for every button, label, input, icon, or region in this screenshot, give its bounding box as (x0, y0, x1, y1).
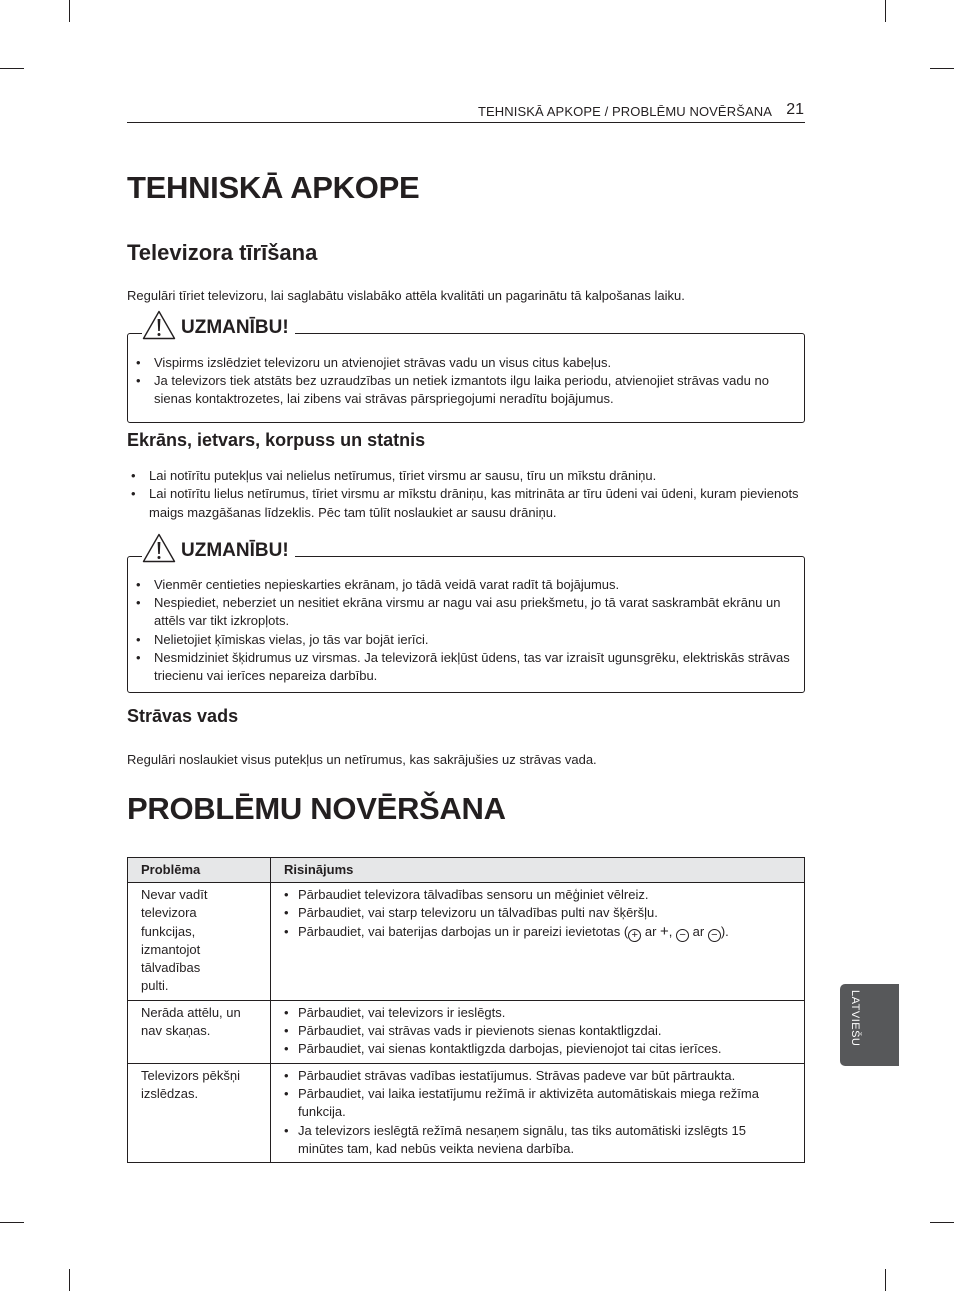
solution-list (284, 1067, 794, 1158)
warning-triangle-icon (142, 533, 176, 563)
screen-heading: Ekrāns, ietvars, korpuss un statnis (127, 430, 426, 450)
caution-box-cleaning (127, 317, 805, 423)
table-row (128, 1000, 805, 1063)
plus-symbol-icon: + (660, 922, 669, 940)
language-tab-label: LATVIEŠU (849, 990, 861, 1047)
solution-item: • Pārbaudiet strāvas vadības iestatījumus. Strāvas padeve var būt pārtraukta. (284, 1067, 794, 1085)
caution-item: • Nespiediet, neberziet un nesitiet ekrāna virsmu ar nagu vai asu priekšmetu, jo tā varat saskrambāt ekrānu un attēls var tikt izkropļots. (128, 594, 790, 630)
crop-mark (885, 1269, 886, 1291)
solution-item: • Ja televizors ieslēgtā režīmā nesaņem signālu, tas tiks automātiski izslēgts 15 minūtes tam, kad nebūs veikta neviena darbība. (284, 1122, 794, 1159)
caution-label: UZMANĪBU! (181, 317, 289, 338)
list-item: • Lai notīrītu putekļus vai nelielus netīrumus, tīriet virsmu ar sausu, tīru un mīkstu drāniņu. (127, 467, 805, 485)
page-number: 21 (786, 101, 804, 118)
crop-mark (0, 68, 24, 69)
caution-item: • Ja televizors tiek atstāts bez uzraudzības un netiek izmantots ilgu laika periodu, atvienojiet strāvas vadu no sienas kontaktrozetes, lai zibens vai strāvas pārspriegojumi neradītu bojājumus. (128, 372, 790, 408)
table-row (128, 1063, 805, 1162)
language-tab (840, 984, 899, 1066)
warning-triangle-icon (142, 310, 176, 340)
solution-cell (271, 1063, 805, 1162)
battery-check-text: ). (720, 923, 729, 939)
crop-mark (930, 68, 954, 69)
table-row (128, 883, 805, 1001)
maintenance-title: TEHNISKĀ APKOPE (127, 170, 420, 205)
caution-list (128, 354, 804, 409)
caution-label: UZMANĪBU! (181, 540, 289, 561)
caution-item: • Vienmēr centieties nepieskarties ekrānam, jo tādā veidā varat radīt tā bojājumus. (128, 576, 790, 594)
solution-cell (271, 883, 805, 1001)
crop-mark (69, 1269, 70, 1291)
table-header-row (128, 858, 805, 883)
list-item: • Lai notīrītu lielus netīrumus, tīriet virsmu ar mīkstu drāniņu, kas mitrināta ar tīru ūdeni vai ūdeni, kuram pievienots maigs mazgāšanas līdzeklis. Pēc tam tūlīt noslaukiet ar sausu drāniņu. (127, 485, 805, 522)
problem-cell: Nevar vadīt televizora funkcijas, izmantojot tālvadības pulti. (128, 883, 271, 1001)
minus-symbol-icon: − (676, 929, 689, 942)
solution-list (284, 1004, 794, 1059)
crop-mark (69, 0, 70, 22)
solution-item: • Pārbaudiet, vai sienas kontaktligzda darbojas, pievienojot tai citas ierīces. (284, 1040, 794, 1058)
battery-check-text: , (668, 923, 677, 939)
battery-check-text: ar (641, 923, 661, 939)
solution-item: • Pārbaudiet, vai strāvas vads ir pievienots sienas kontaktligzdai. (284, 1022, 794, 1040)
col-header-problem: Problēma (128, 858, 271, 883)
battery-check-text: ar (689, 923, 708, 939)
plus-symbol-icon: + (628, 929, 641, 942)
problem-cell: Nerāda attēlu, un nav skaņas. (128, 1000, 271, 1063)
solution-item: • Pārbaudiet, vai laika iestatījumu režīmā ir aktivizēta automātiskais miega režīma funkcija. (284, 1085, 794, 1122)
power-cord-text: Regulāri noslaukiet visus putekļus un netīrumus, kas sakrājušies uz strāvas vada. (127, 752, 597, 767)
running-title: TEHNISKĀ APKOPE / PROBLĒMU NOVĒRŠANA (477, 104, 772, 119)
caution-item: • Nelietojiet ķīmiskas vielas, jo tās var bojāt ierīci. (128, 631, 790, 649)
caution-item: • Vispirms izslēdziet televizoru un atvienojiet strāvas vadu un visus citus kabeļus. (128, 354, 790, 372)
battery-check-text: Pārbaudiet, vai baterijas darbojas un ir pareizi ievietotas ( (298, 923, 629, 939)
caution-header (142, 310, 295, 340)
col-header-solution: Risinājums (271, 858, 805, 883)
tv-cleaning-heading: Televizora tīrīšana (127, 240, 318, 265)
screen-care-list (127, 467, 805, 522)
crop-mark (0, 1222, 24, 1223)
troubleshooting-table (127, 857, 805, 1163)
power-cord-heading: Strāvas vads (127, 706, 239, 726)
crop-mark (885, 0, 886, 22)
caution-header (142, 533, 295, 563)
caution-item: • Nesmidziniet šķidrumus uz virsmas. Ja televizorā iekļūst ūdens, tas var izraisīt ugunsgrēku, elektriskās strāvas triecienu vai ierīces nepareiza darbību. (128, 649, 790, 685)
solution-item (284, 923, 794, 942)
tv-cleaning-intro: Regulāri tīriet televizoru, lai saglabātu vislabāko attēla kvalitāti un pagarinātu tā kalpošanas laiku. (127, 288, 685, 303)
solution-item: • Pārbaudiet televizora tālvadības sensoru un mēģiniet vēlreiz. (284, 886, 794, 904)
running-header (127, 101, 805, 123)
solution-list (284, 886, 794, 942)
solution-cell (271, 1000, 805, 1063)
caution-box-screen (127, 540, 805, 693)
problem-cell: Televizors pēkšņi izslēdzas. (128, 1063, 271, 1162)
troubleshooting-title: PROBLĒMU NOVĒRŠANA (127, 791, 506, 826)
minus-symbol-icon: − (708, 929, 721, 942)
caution-list (128, 576, 804, 685)
crop-mark (930, 1222, 954, 1223)
solution-item: • Pārbaudiet, vai televizors ir ieslēgts. (284, 1004, 794, 1022)
solution-item: • Pārbaudiet, vai starp televizoru un tālvadības pulti nav šķēršļu. (284, 904, 794, 922)
